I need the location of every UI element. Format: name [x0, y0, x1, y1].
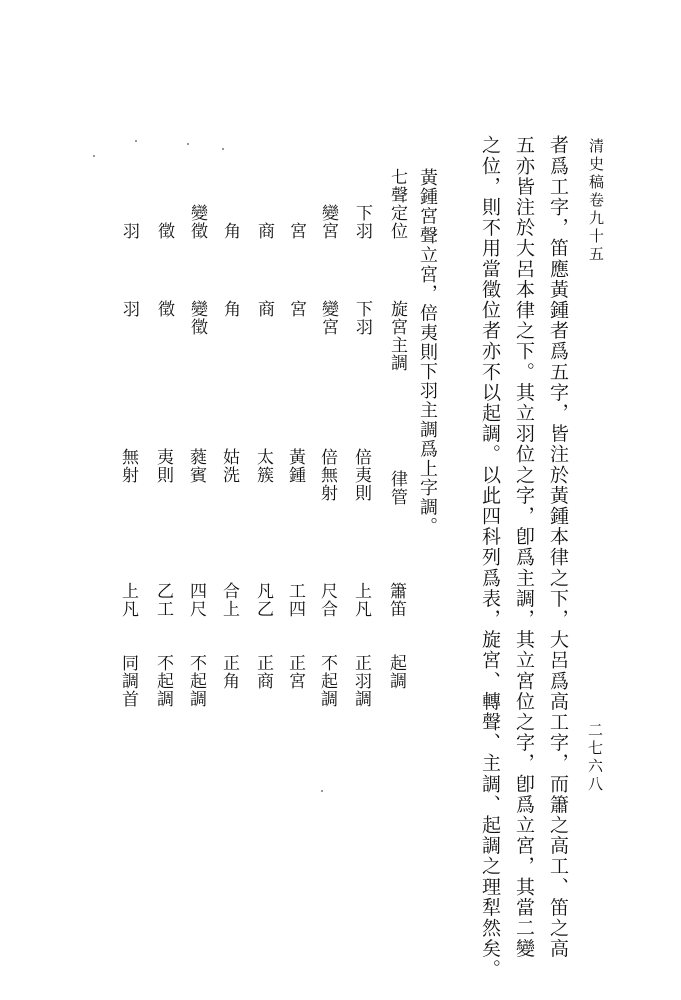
scan-speck — [222, 148, 224, 150]
table-cell: 正角 — [219, 654, 239, 690]
table-cell: 變宮 — [318, 204, 338, 240]
table-cell: 宮 — [286, 222, 306, 240]
table-cell: 不起調 — [317, 654, 337, 708]
table-cell: 合上 — [219, 582, 239, 618]
table-cell: 變徵 — [187, 300, 207, 336]
table-cell: 宮 — [286, 300, 306, 318]
table-cell: 正羽調 — [351, 654, 371, 708]
table-cell: 尺合 — [317, 582, 337, 618]
table-cell: 不起調 — [186, 654, 206, 708]
scan-speck — [321, 790, 323, 792]
table-cell: 徵 — [154, 300, 174, 318]
table-cell: 上凡 — [351, 582, 371, 618]
table-cell: 羽 — [119, 300, 139, 318]
table-cell: 下羽 — [352, 300, 372, 336]
scan-speck — [187, 143, 189, 145]
paragraph-line: 之位，則不用當徵位者亦不以起調。以此四科列爲表，旋宮、轉聲、主調、起調之理犁然矣。 — [479, 135, 501, 980]
table-cell: 無射 — [118, 448, 138, 484]
table-cell: 蕤賓 — [186, 448, 206, 484]
table-cell: 同調首 — [118, 654, 138, 708]
table-cell: 倍無射 — [317, 448, 337, 502]
table-cell: 黃鍾 — [285, 448, 305, 484]
table-cell: 羽 — [119, 222, 139, 240]
table-cell: 正宮 — [285, 654, 305, 690]
table-cell: 徵 — [154, 222, 174, 240]
table-header-cell: 律管 — [387, 470, 407, 506]
table-cell: 倍夷則 — [351, 448, 371, 502]
table-cell: 太簇 — [253, 448, 273, 484]
table-cell: 乙工 — [153, 582, 173, 618]
table-cell: 角 — [220, 300, 240, 318]
table-cell: 變宮 — [318, 300, 338, 336]
table-cell: 商 — [254, 222, 274, 240]
scan-speck — [93, 155, 95, 157]
table-title: 黃鍾宮聲立宮，倍夷則下羽主調爲上字調。 — [417, 168, 438, 537]
paragraph-line: 五亦皆注於大呂本律之下。其立羽位之字，卽爲主調，其立宮位之字，卽爲立宮，其當二變 — [513, 135, 535, 959]
paragraph-line: 者爲工字，笛應黃鍾者爲五字，皆注於黃鍾本律之下，大呂爲高工字，而簫之高工、笛之高 — [547, 135, 569, 959]
table-cell: 工四 — [285, 582, 305, 618]
table-cell: 上凡 — [118, 582, 138, 618]
page-number: 二七六八 — [586, 722, 604, 794]
table-cell: 夷則 — [153, 448, 173, 484]
table-cell: 變徵 — [187, 204, 207, 240]
table-cell: 凡乙 — [253, 582, 273, 618]
table-cell: 不起調 — [153, 654, 173, 708]
scan-speck — [135, 140, 137, 142]
table-header-cell: 起調 — [386, 654, 406, 690]
table-header-cell: 旋宮主調 — [387, 300, 407, 372]
table-cell: 下羽 — [352, 204, 372, 240]
table-cell: 角 — [220, 222, 240, 240]
table-header-cell: 七聲定位 — [387, 168, 407, 240]
table-cell: 四尺 — [186, 582, 206, 618]
table-cell: 正商 — [253, 654, 273, 690]
table-header-cell: 簫笛 — [386, 582, 406, 618]
book-title: 清史稿卷九十五 — [587, 138, 605, 264]
table-cell: 姑洗 — [219, 448, 239, 484]
table-cell: 商 — [254, 300, 274, 318]
